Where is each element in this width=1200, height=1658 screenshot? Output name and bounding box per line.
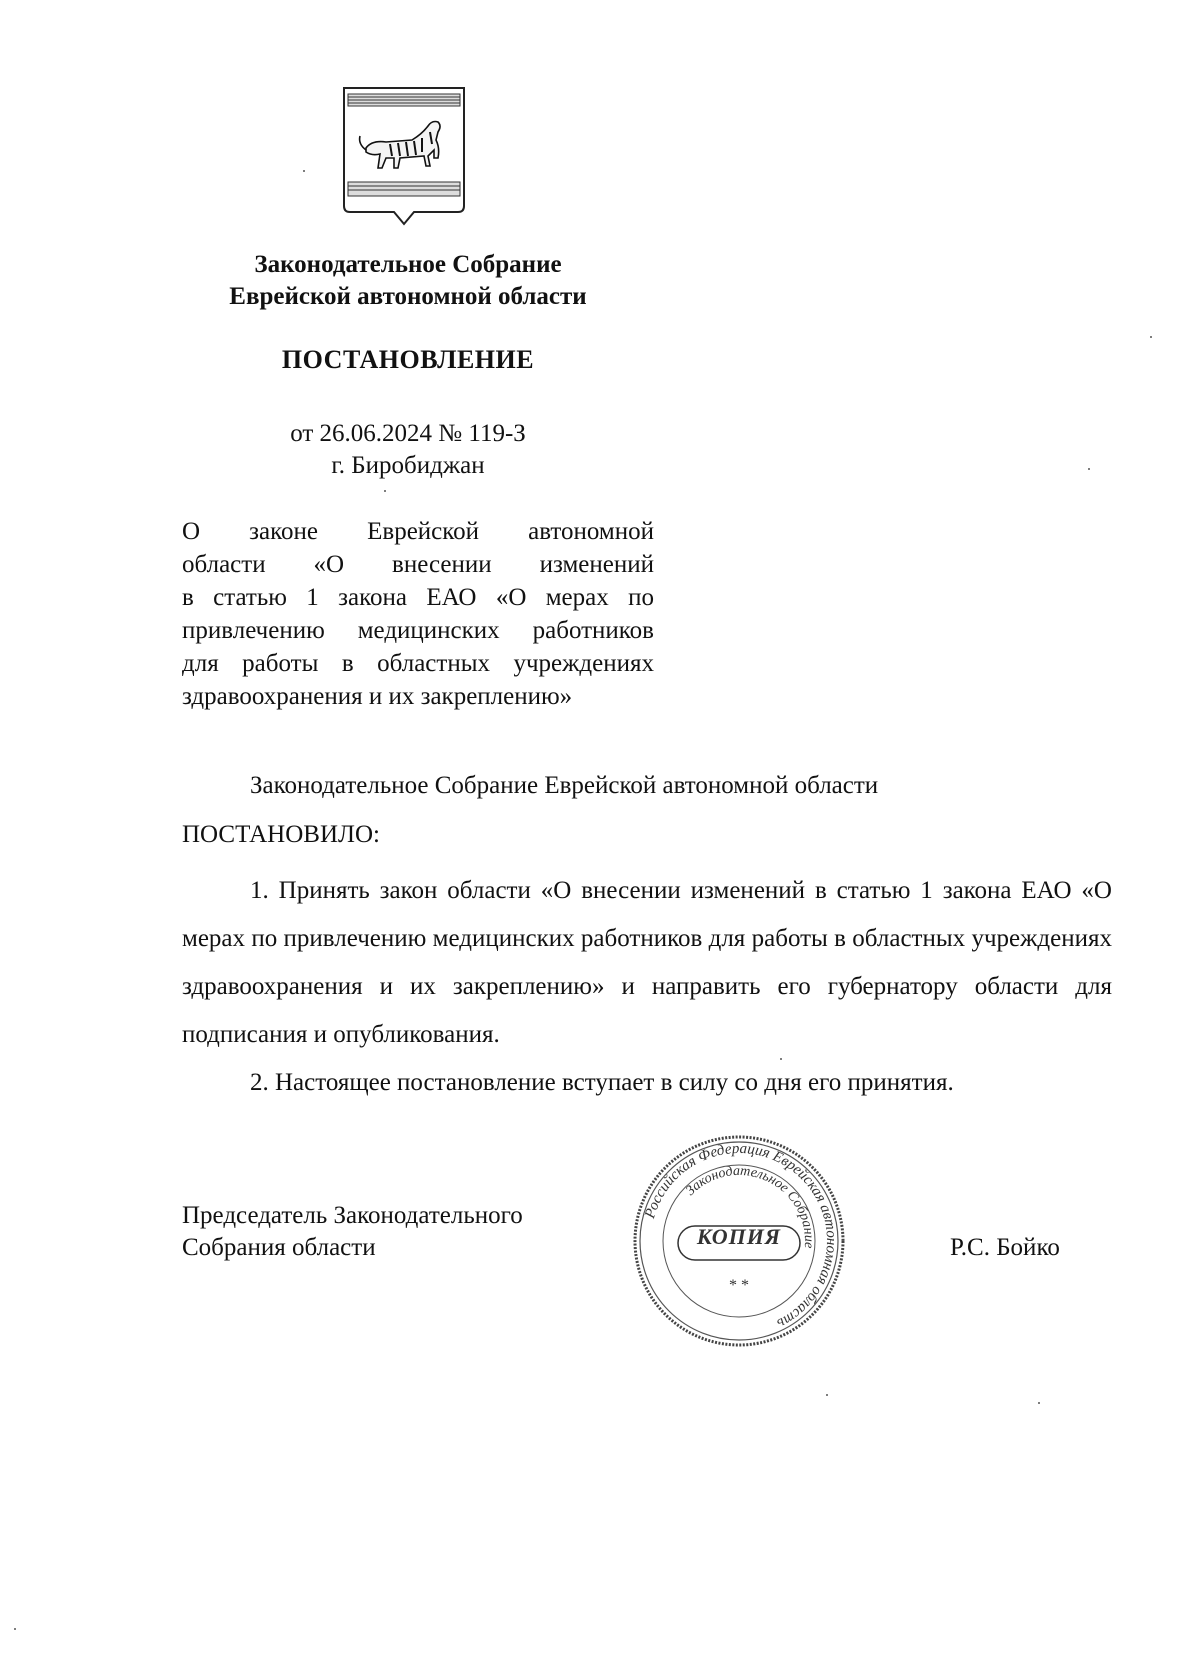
signatory-position-line2: Собрания области xyxy=(182,1234,376,1261)
resolution-body xyxy=(182,867,1112,1107)
signatory-name: Р.С. Бойко xyxy=(950,1234,1060,1261)
scan-speck xyxy=(303,170,305,172)
scan-speck xyxy=(780,1058,782,1060)
seal-stars: * * xyxy=(729,1277,749,1294)
scan-speck xyxy=(1088,468,1090,470)
signatory-position xyxy=(182,1200,523,1264)
scan-speck xyxy=(1150,336,1152,338)
authority-name-line1: Законодательное Собрание xyxy=(254,251,562,278)
seal-outer-text: Российская Федерация Еврейская автономная область xyxy=(642,1140,840,1332)
scan-speck xyxy=(14,1628,16,1630)
subject-block xyxy=(182,515,654,713)
subject-line: О законе Еврейской автономной xyxy=(182,518,654,545)
resolution-item: 2. Настоящее постановление вступает в силу со дня его принятия. xyxy=(250,1069,954,1096)
authority-name-line2: Еврейской автономной области xyxy=(229,283,587,310)
scan-speck xyxy=(826,1394,828,1396)
subject-line: области «О внесении изменений xyxy=(182,551,654,578)
scan-speck xyxy=(1038,1402,1040,1404)
city: г. Биробиджан xyxy=(331,452,485,479)
subject-line: здравоохранения и их закреплению» xyxy=(182,683,573,710)
document-title: ПОСТАНОВЛЕНИЕ xyxy=(281,345,535,374)
seal-inner-text: Законодательное Собрание xyxy=(683,1163,817,1249)
preamble: Законодательное Собрание Еврейской автономной области xyxy=(250,772,879,799)
signatory-position-line1: Председатель Законодательного xyxy=(182,1202,523,1229)
copy-stamp-label: КОПИЯ xyxy=(696,1224,782,1249)
subject-line: привлечению медицинских работников xyxy=(182,617,654,644)
subject-line: в статью 1 закона ЕАО «О мерах по xyxy=(182,584,654,611)
resolution-item: 1. Принять закон области «О внесении изменений в статью 1 закона ЕАО «О мерах по привлечению медицинских работников для работы в областных учреждениях здравоохранения и их закреплению» и направить его губернатору области для подписания и опубликования. xyxy=(182,877,1112,1048)
resolved-heading: ПОСТАНОВИЛО: xyxy=(182,821,380,848)
subject-line: для работы в областных учреждениях xyxy=(182,650,654,677)
date-number: от 26.06.2024 № 119-З xyxy=(290,420,526,447)
coat-of-arms-icon xyxy=(342,86,466,228)
scan-speck xyxy=(384,490,386,492)
